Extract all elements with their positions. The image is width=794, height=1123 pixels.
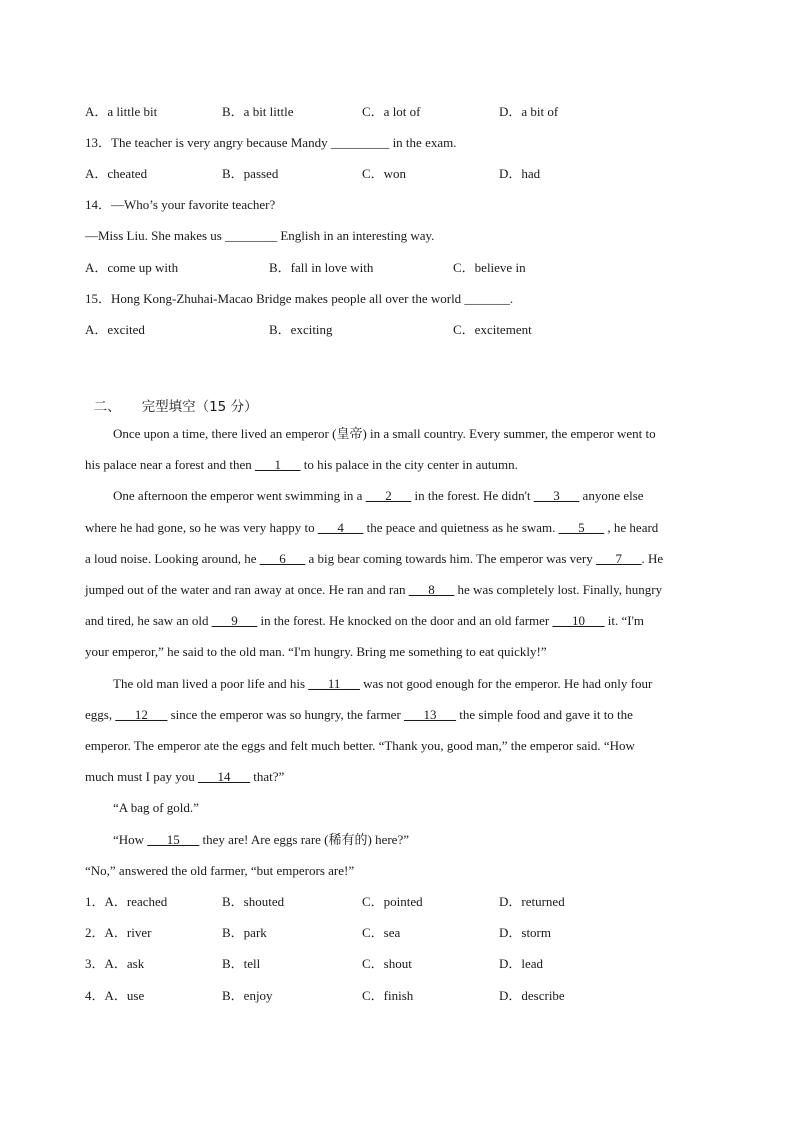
passage-text: where he had gone, so he was very happy to xyxy=(85,520,318,535)
q12-option-b: B．a bit little xyxy=(222,104,294,119)
passage-line xyxy=(85,457,518,473)
q13-option-b: B．passed xyxy=(222,166,279,181)
passage-text: eggs, xyxy=(85,707,116,722)
passage-text: they are! Are eggs rare (稀有的) here?” xyxy=(199,832,409,847)
cloze-4-option-a: 4．A．use xyxy=(85,988,145,1003)
blank-8: ___8___ xyxy=(408,582,455,597)
section-number: 二、 xyxy=(93,399,121,415)
blank-6: ___6___ xyxy=(259,551,306,566)
passage-text: . He xyxy=(641,551,664,566)
cloze-3-option-b: B．tell xyxy=(222,956,261,971)
cloze-1-option-d: D．returned xyxy=(499,894,565,909)
section-heading xyxy=(85,379,258,415)
passage-line xyxy=(85,551,663,567)
passage-line xyxy=(85,707,633,723)
q13-option-d: D．had xyxy=(499,166,541,181)
blank-13: ___13___ xyxy=(404,707,457,722)
blank-14: ___14___ xyxy=(198,769,251,784)
passage-line xyxy=(85,769,284,785)
cloze-3-option-a: 3．A．ask xyxy=(85,956,145,971)
q15-stem: 15．Hong Kong-Zhuhai-Macao Bridge makes people all over the world _______. xyxy=(85,291,514,306)
passage-text: much must I pay you xyxy=(85,769,199,784)
passage-line xyxy=(113,488,644,504)
q14-option-a: A．come up with xyxy=(85,260,179,275)
passage-line: “A bag of gold.” xyxy=(113,800,199,815)
blank-9: ___9___ xyxy=(211,613,258,628)
q15-option-a: A．excited xyxy=(85,322,145,337)
q13-stem: 13．The teacher is very angry because Mandy _________ in the exam. xyxy=(85,135,457,150)
cloze-2-option-d: D．storm xyxy=(499,925,552,940)
cloze-3-option-c: C．shout xyxy=(362,956,412,971)
q14-option-b: B．fall in love with xyxy=(269,260,374,275)
cloze-1-option-c: C．pointed xyxy=(362,894,423,909)
blank-2: ___2___ xyxy=(365,488,412,503)
passage-line: your emperor,” he said to the old man. “I'm hungry. Bring me something to eat quickly!” xyxy=(85,644,547,659)
q15-option-b: B．exciting xyxy=(269,322,333,337)
passage-line xyxy=(113,832,409,848)
q12-option-a: A．a little bit xyxy=(85,104,158,119)
passage-text: the peace and quietness as he swam. xyxy=(363,520,559,535)
blank-4: ___4___ xyxy=(317,520,364,535)
blank-1: ___1___ xyxy=(255,457,301,472)
cloze-2-option-b: B．park xyxy=(222,925,267,940)
passage-text: the simple food and gave it to the xyxy=(456,707,633,722)
passage-text: jumped out of the water and ran away at once. He ran and ran xyxy=(85,582,409,597)
passage-line: Once upon a time, there lived an emperor (皇帝) in a small country. Every summer, the emperor went to xyxy=(113,426,656,441)
blank-12: ___12___ xyxy=(115,707,168,722)
blank-7: ___7___ xyxy=(595,551,642,566)
passage-text: , he heard xyxy=(604,520,659,535)
passage-text: in the forest. He knocked on the door and an old farmer xyxy=(257,613,553,628)
passage-text: One afternoon the emperor went swimming in a xyxy=(113,488,366,503)
q12-option-c: C．a lot of xyxy=(362,104,421,119)
q14-option-c: C．believe in xyxy=(453,260,526,275)
passage-line: “No,” answered the old farmer, “but emperors are!” xyxy=(85,863,355,878)
passage-text: anyone else xyxy=(579,488,644,503)
passage-line xyxy=(113,676,652,692)
cloze-1-option-a: 1．A．reached xyxy=(85,894,168,909)
cloze-4-option-d: D．describe xyxy=(499,988,565,1003)
cloze-2-option-c: C．sea xyxy=(362,925,401,940)
blank-11: ___11___ xyxy=(308,676,360,691)
passage-text: he was completely lost. Finally, hungry xyxy=(454,582,663,597)
passage-text: since the emperor was so hungry, the farmer xyxy=(167,707,405,722)
blank-5: ___5___ xyxy=(558,520,605,535)
q13-option-c: C．won xyxy=(362,166,407,181)
cloze-4-option-c: C．finish xyxy=(362,988,414,1003)
blank-10: ___10___ xyxy=(552,613,605,628)
blank-3: ___3___ xyxy=(533,488,580,503)
passage-text: and tired, he saw an old xyxy=(85,613,212,628)
passage-line xyxy=(85,520,658,536)
q14-stem: 14．—Who’s your favorite teacher? xyxy=(85,197,276,212)
q12-option-d: D．a bit of xyxy=(499,104,559,119)
cloze-2-option-a: 2．A．river xyxy=(85,925,152,940)
passage-text: a big bear coming towards him. The emperor was very xyxy=(305,551,596,566)
passage-text: it. “I'm xyxy=(604,613,645,628)
section-title: 完型填空（15 分） xyxy=(141,399,258,415)
passage-text: his palace near a forest and then xyxy=(85,457,256,472)
passage-text: in the forest. He didn't xyxy=(411,488,534,503)
passage-line xyxy=(85,582,662,598)
passage-text: was not good enough for the emperor. He had only four xyxy=(359,676,653,691)
passage-text: The old man lived a poor life and his xyxy=(113,676,309,691)
q15-option-c: C．excitement xyxy=(453,322,532,337)
passage-line: emperor. The emperor ate the eggs and felt much better. “Thank you, good man,” the emperor said. “How xyxy=(85,738,635,753)
passage-text: “How xyxy=(113,832,148,847)
passage-text: a loud noise. Looking around, he xyxy=(85,551,260,566)
cloze-3-option-d: D．lead xyxy=(499,956,544,971)
passage-text: to his palace in the city center in autumn. xyxy=(300,457,518,472)
blank-15: ___15___ xyxy=(147,832,200,847)
q14-stem-reply: —Miss Liu. She makes us ________ English in an interesting way. xyxy=(85,228,435,243)
passage-text: that?” xyxy=(250,769,285,784)
cloze-4-option-b: B．enjoy xyxy=(222,988,273,1003)
cloze-1-option-b: B．shouted xyxy=(222,894,285,909)
passage-line xyxy=(85,613,644,629)
q13-option-a: A．cheated xyxy=(85,166,148,181)
